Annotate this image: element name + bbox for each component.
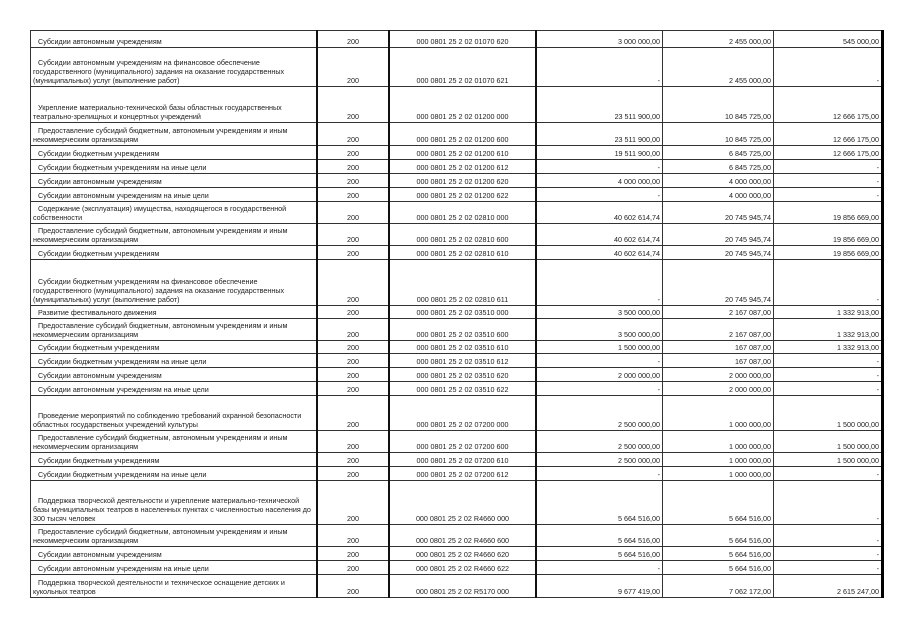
row-description: Предоставление субсидий бюджетным, автономным учреждениям и иным некоммерческим организациям (31, 123, 318, 146)
row-description: Субсидии автономным учреждениям (31, 368, 318, 382)
row-description: Субсидии автономным учреждениям на иные цели (31, 382, 318, 396)
row-value-1: 40 602 614,74 (536, 246, 663, 260)
row-value-1: - (536, 260, 663, 306)
row-description: Субсидии бюджетным учреждениям на иные цели (31, 467, 318, 481)
row-budget-code: 000 0801 25 2 02 03510 622 (389, 382, 536, 396)
row-value-3: - (774, 260, 883, 306)
row-value-3: - (774, 354, 883, 368)
row-value-3: 12 666 175,00 (774, 123, 883, 146)
row-value-3: 545 000,00 (774, 31, 883, 48)
row-code-200: 200 (317, 431, 389, 453)
row-description: Субсидии бюджетным учреждениям на иные цели (31, 160, 318, 174)
row-value-2: 167 087,00 (663, 341, 774, 354)
row-value-1: 5 664 516,00 (536, 481, 663, 525)
row-value-2: 7 062 172,00 (663, 575, 774, 598)
row-value-2: 4 000 000,00 (663, 174, 774, 188)
row-value-2: 2 167 087,00 (663, 306, 774, 319)
table-row (31, 561, 883, 575)
row-description: Поддержка творческой деятельности и укрепление материально-технической базы муниципальных театров в населенных пунктах с численностью населения до 300 тысяч человек (31, 481, 318, 525)
row-value-2: 20 745 945,74 (663, 246, 774, 260)
row-value-2: 167 087,00 (663, 354, 774, 368)
row-budget-code: 000 0801 25 2 02 01200 610 (389, 146, 536, 160)
row-budget-code: 000 0801 25 2 02 03510 600 (389, 319, 536, 341)
row-budget-code: 000 0801 25 2 02 07200 600 (389, 431, 536, 453)
row-value-3: - (774, 382, 883, 396)
row-description: Предоставление субсидий бюджетным, автономным учреждениям и иным некоммерческим организациям (31, 319, 318, 341)
table-row (31, 319, 883, 341)
table-row (31, 202, 883, 224)
row-code-200: 200 (317, 575, 389, 598)
row-code-200: 200 (317, 224, 389, 246)
row-budget-code: 000 0801 25 2 02 R4660 000 (389, 481, 536, 525)
row-value-1: - (536, 561, 663, 575)
row-value-3: 1 332 913,00 (774, 319, 883, 341)
row-value-2: 20 745 945,74 (663, 202, 774, 224)
row-code-200: 200 (317, 202, 389, 224)
table-row (31, 431, 883, 453)
row-description: Субсидии автономным учреждениям (31, 547, 318, 561)
table-row (31, 354, 883, 368)
row-budget-code: 000 0801 25 2 02 02810 610 (389, 246, 536, 260)
row-value-2: 2 000 000,00 (663, 382, 774, 396)
row-value-2: 1 000 000,00 (663, 467, 774, 481)
row-code-200: 200 (317, 188, 389, 202)
row-code-200: 200 (317, 306, 389, 319)
row-budget-code: 000 0801 25 2 02 02810 600 (389, 224, 536, 246)
row-code-200: 200 (317, 354, 389, 368)
table-row (31, 260, 883, 306)
table-row (31, 31, 883, 48)
row-budget-code: 000 0801 25 2 02 03510 610 (389, 341, 536, 354)
row-value-1: 1 500 000,00 (536, 341, 663, 354)
row-code-200: 200 (317, 160, 389, 174)
row-value-1: - (536, 467, 663, 481)
row-description: Субсидии бюджетным учреждениям на иные цели (31, 354, 318, 368)
table-row (31, 453, 883, 467)
row-code-200: 200 (317, 48, 389, 87)
row-code-200: 200 (317, 260, 389, 306)
table-row (31, 87, 883, 123)
row-budget-code: 000 0801 25 2 02 R4660 600 (389, 525, 536, 547)
row-budget-code: 000 0801 25 2 02 02810 000 (389, 202, 536, 224)
row-value-1: 3 500 000,00 (536, 306, 663, 319)
row-value-1: 5 664 516,00 (536, 547, 663, 561)
row-value-3: - (774, 561, 883, 575)
row-value-2: 2 455 000,00 (663, 48, 774, 87)
row-description: Субсидии автономным учреждениям (31, 31, 318, 48)
row-value-2: 2 167 087,00 (663, 319, 774, 341)
row-description: Субсидии бюджетным учреждениям (31, 453, 318, 467)
row-budget-code: 000 0801 25 2 02 01200 600 (389, 123, 536, 146)
row-value-3: 12 666 175,00 (774, 87, 883, 123)
row-value-1: 9 677 419,00 (536, 575, 663, 598)
row-description: Субсидии бюджетным учреждениям (31, 146, 318, 160)
row-value-3: 1 332 913,00 (774, 306, 883, 319)
row-description: Проведение мероприятий по соблюдению требований охранной безопасности областных государственых учреждений культуры (31, 396, 318, 431)
table-row (31, 146, 883, 160)
row-description: Содержание (эксплуатация) имущества, находящегося в государственной собственности (31, 202, 318, 224)
row-value-1: 40 602 614,74 (536, 202, 663, 224)
row-value-2: 10 845 725,00 (663, 87, 774, 123)
row-value-2: 2 000 000,00 (663, 368, 774, 382)
row-value-3: - (774, 547, 883, 561)
row-code-200: 200 (317, 341, 389, 354)
row-code-200: 200 (317, 561, 389, 575)
row-value-2: 5 664 516,00 (663, 525, 774, 547)
row-code-200: 200 (317, 382, 389, 396)
row-value-1: 4 000 000,00 (536, 174, 663, 188)
row-value-3: 1 500 000,00 (774, 431, 883, 453)
row-value-3: 1 332 913,00 (774, 341, 883, 354)
row-value-3: 12 666 175,00 (774, 146, 883, 160)
row-value-3: 1 500 000,00 (774, 396, 883, 431)
row-code-200: 200 (317, 525, 389, 547)
row-value-1: 40 602 614,74 (536, 224, 663, 246)
row-value-2: 6 845 725,00 (663, 146, 774, 160)
row-value-1: 3 000 000,00 (536, 31, 663, 48)
row-value-1: - (536, 48, 663, 87)
table-row (31, 547, 883, 561)
row-value-3: 19 856 669,00 (774, 224, 883, 246)
row-description: Предоставление субсидий бюджетным, автономным учреждениям и иным некоммерческим организациям (31, 431, 318, 453)
row-value-2: 1 000 000,00 (663, 431, 774, 453)
row-value-2: 6 845 725,00 (663, 160, 774, 174)
row-budget-code: 000 0801 25 2 02 01200 620 (389, 174, 536, 188)
row-value-1: 23 511 900,00 (536, 123, 663, 146)
row-description: Развитие фестивального движения (31, 306, 318, 319)
row-value-1: 5 664 516,00 (536, 525, 663, 547)
row-description: Субсидии автономным учреждениям (31, 174, 318, 188)
table-row (31, 160, 883, 174)
row-description: Субсидии бюджетным учреждениям на финансовое обеспечение государственного (муниципального) задания на оказание государственных (муниципальных) услуг (выполнение работ) (31, 260, 318, 306)
row-value-1: 2 000 000,00 (536, 368, 663, 382)
row-value-2: 5 664 516,00 (663, 547, 774, 561)
row-code-200: 200 (317, 246, 389, 260)
row-value-1: - (536, 160, 663, 174)
row-value-2: 2 455 000,00 (663, 31, 774, 48)
row-description: Укрепление материально-технической базы областных государственных театрально-зрелищных и концертных учреждений (31, 87, 318, 123)
row-value-2: 4 000 000,00 (663, 188, 774, 202)
row-value-2: 1 000 000,00 (663, 453, 774, 467)
row-budget-code: 000 0801 25 2 02 01070 620 (389, 31, 536, 48)
row-value-1: 2 500 000,00 (536, 431, 663, 453)
row-description: Поддержка творческой деятельности и техническое оснащение детских и кукольных театров (31, 575, 318, 598)
row-value-3: 19 856 669,00 (774, 246, 883, 260)
row-budget-code: 000 0801 25 2 02 R4660 620 (389, 547, 536, 561)
row-code-200: 200 (317, 467, 389, 481)
table-row (31, 525, 883, 547)
row-value-2: 10 845 725,00 (663, 123, 774, 146)
row-value-1: - (536, 188, 663, 202)
table-row (31, 48, 883, 87)
table-row (31, 224, 883, 246)
row-value-2: 20 745 945,74 (663, 260, 774, 306)
row-value-3: - (774, 525, 883, 547)
row-value-1: 19 511 900,00 (536, 146, 663, 160)
row-value-2: 1 000 000,00 (663, 396, 774, 431)
row-value-1: 23 511 900,00 (536, 87, 663, 123)
row-value-1: - (536, 382, 663, 396)
row-value-3: - (774, 174, 883, 188)
row-value-3: - (774, 368, 883, 382)
table-row (31, 188, 883, 202)
row-budget-code: 000 0801 25 2 02 07200 610 (389, 453, 536, 467)
row-budget-code: 000 0801 25 2 02 R4660 622 (389, 561, 536, 575)
table-row (31, 341, 883, 354)
table-row (31, 467, 883, 481)
table-row (31, 382, 883, 396)
row-value-3: - (774, 160, 883, 174)
row-description: Субсидии бюджетным учреждениям (31, 341, 318, 354)
row-value-3: - (774, 48, 883, 87)
row-value-2: 20 745 945,74 (663, 224, 774, 246)
row-code-200: 200 (317, 368, 389, 382)
table-row (31, 246, 883, 260)
row-value-3: - (774, 188, 883, 202)
table-row (31, 123, 883, 146)
row-description: Субсидии автономным учреждениям на иные цели (31, 188, 318, 202)
table-row (31, 368, 883, 382)
row-value-1: - (536, 354, 663, 368)
row-budget-code: 000 0801 25 2 02 02810 611 (389, 260, 536, 306)
row-budget-code: 000 0801 25 2 02 01200 612 (389, 160, 536, 174)
row-code-200: 200 (317, 481, 389, 525)
row-description: Субсидии автономным учреждениям на иные цели (31, 561, 318, 575)
row-code-200: 200 (317, 319, 389, 341)
row-code-200: 200 (317, 31, 389, 48)
row-budget-code: 000 0801 25 2 02 01200 622 (389, 188, 536, 202)
row-description: Предоставление субсидий бюджетным, автономным учреждениям и иным некоммерческим организациям (31, 525, 318, 547)
row-value-3: 19 856 669,00 (774, 202, 883, 224)
row-budget-code: 000 0801 25 2 02 03510 000 (389, 306, 536, 319)
row-value-3: - (774, 467, 883, 481)
table-row (31, 174, 883, 188)
row-description: Субсидии бюджетным учреждениям (31, 246, 318, 260)
table-row (31, 575, 883, 598)
row-budget-code: 000 0801 25 2 02 07200 612 (389, 467, 536, 481)
row-code-200: 200 (317, 123, 389, 146)
row-code-200: 200 (317, 87, 389, 123)
row-code-200: 200 (317, 547, 389, 561)
row-value-1: 2 500 000,00 (536, 396, 663, 431)
row-value-3: - (774, 481, 883, 525)
row-value-3: 1 500 000,00 (774, 453, 883, 467)
row-code-200: 200 (317, 174, 389, 188)
budget-table (30, 30, 884, 598)
row-value-2: 5 664 516,00 (663, 481, 774, 525)
row-budget-code: 000 0801 25 2 02 R5170 000 (389, 575, 536, 598)
row-description: Предоставление субсидий бюджетным, автономным учреждениям и иным некоммерческим организациям (31, 224, 318, 246)
table-row (31, 306, 883, 319)
row-value-2: 5 664 516,00 (663, 561, 774, 575)
row-budget-code: 000 0801 25 2 02 01070 621 (389, 48, 536, 87)
row-code-200: 200 (317, 453, 389, 467)
row-value-3: 2 615 247,00 (774, 575, 883, 598)
row-description: Субсидии автономным учреждениям на финансовое обеспечение государственного (муниципального) задания на оказание государственных (муниципальных) услуг (выполнение работ) (31, 48, 318, 87)
row-value-1: 2 500 000,00 (536, 453, 663, 467)
row-code-200: 200 (317, 146, 389, 160)
row-budget-code: 000 0801 25 2 02 03510 620 (389, 368, 536, 382)
row-budget-code: 000 0801 25 2 02 03510 612 (389, 354, 536, 368)
row-budget-code: 000 0801 25 2 02 07200 000 (389, 396, 536, 431)
row-value-1: 3 500 000,00 (536, 319, 663, 341)
row-code-200: 200 (317, 396, 389, 431)
table-row (31, 481, 883, 525)
table-row (31, 396, 883, 431)
row-budget-code: 000 0801 25 2 02 01200 000 (389, 87, 536, 123)
